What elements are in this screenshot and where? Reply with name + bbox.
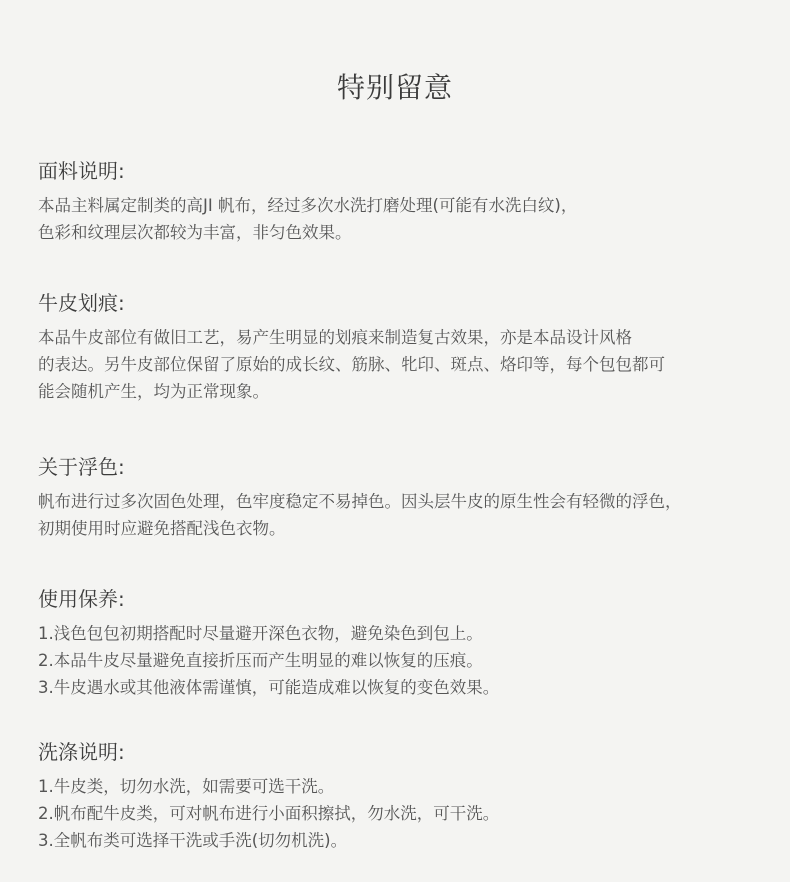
page-title: 特别留意 xyxy=(336,71,453,104)
paragraph-line: 能会随机产生，均为正常现象。 xyxy=(38,382,269,401)
paragraph-line: 本品牛皮部位有做旧工艺，易产生明显的划痕来制造复古效果，亦是本品设计风格 xyxy=(38,328,632,347)
list-item: 3.全帆布类可选择干洗或手洗(切勿机洗)。 xyxy=(38,831,348,850)
paragraph-line: 的表达。另牛皮部位保留了原始的成长纹、筋脉、牝印、斑点、烙印等，每个包包都可 xyxy=(38,355,665,374)
section-heading: 关于浮色: xyxy=(38,455,125,479)
section-heading: 面料说明: xyxy=(38,159,125,183)
section-leather-scratches xyxy=(38,288,778,405)
paragraph-line: 帆布进行过多次固色处理，色牢度稳定不易掉色。因头层牛皮的原生性会有轻微的浮色， xyxy=(38,492,682,511)
section-care xyxy=(38,584,778,701)
section-heading: 使用保养: xyxy=(38,587,125,611)
section-washing-instructions xyxy=(38,737,778,854)
section-heading: 牛皮划痕: xyxy=(38,291,125,315)
paragraph-line: 初期使用时应避免搭配浅色衣物。 xyxy=(38,519,286,538)
list-item: 2.本品牛皮尽量避免直接折压而产生明显的难以恢复的压痕。 xyxy=(38,651,483,670)
list-item: 1.浅色包包初期搭配时尽量避开深色衣物，避免染色到包上。 xyxy=(38,624,483,643)
section-fabric-description xyxy=(38,156,778,246)
list-item: 3.牛皮遇水或其他液体需谨慎，可能造成难以恢复的变色效果。 xyxy=(38,678,500,697)
section-color-fading xyxy=(38,452,778,542)
list-item: 2.帆布配牛皮类，可对帆布进行小面积擦拭，勿水洗，可干洗。 xyxy=(38,804,500,823)
list-item: 1.牛皮类，切勿水洗，如需要可选干洗。 xyxy=(38,777,335,796)
section-heading: 洗涤说明: xyxy=(38,740,125,764)
paragraph-line: 本品主料属定制类的高JI 帆布，经过多次水洗打磨处理(可能有水洗白纹)， xyxy=(38,196,578,215)
paragraph-line: 色彩和纹理层次都较为丰富，非匀色效果。 xyxy=(38,223,352,242)
